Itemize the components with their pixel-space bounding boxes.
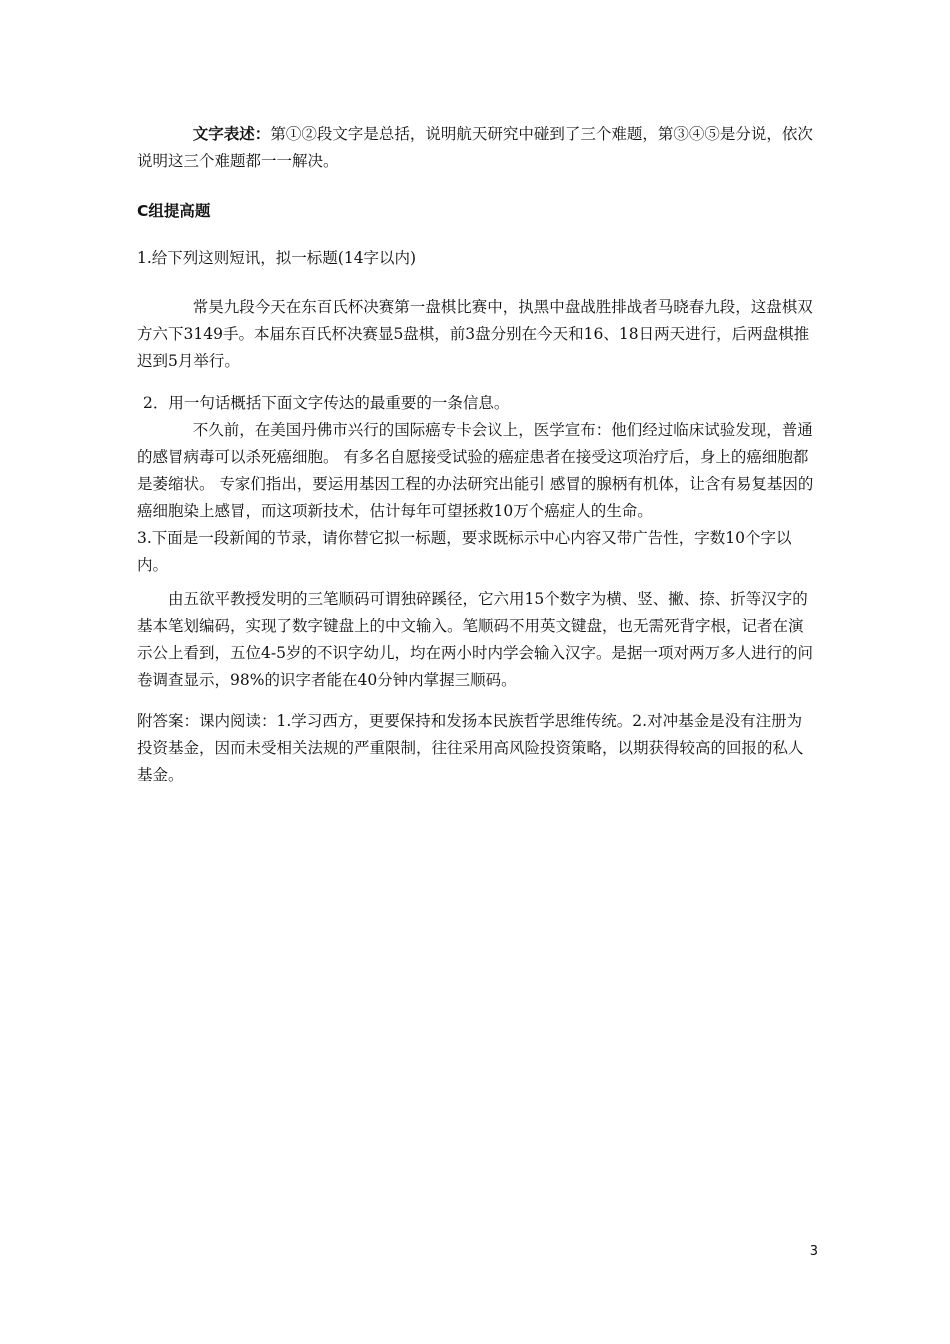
question-2-passage: 不久前，在美国丹佛市兴行的国际癌专卡会议上，医学宣布：他们经过临床试验发现，普通的感冒病毒可以杀死癌细胞。 有多名自愿接受试验的癌症患者在接受这项治疗后，身上的癌细胞都是萎缩状。 专家们指出，要运用基因工程的办法研究出能引 感冒的腺柄有机体，让含有易复基因的癌细胞染上感冒，而这项新技术，估计每年可望拯救10万个癌症人的生命。 [137, 421, 814, 520]
question-2 [137, 390, 817, 579]
question-1 [137, 245, 817, 272]
question-1-prompt: 1.给下列这则短讯，拟一标题(14字以内) [137, 249, 417, 267]
question-1-passage: 常昊九段今天在东百氏杯决赛第一盘棋比赛中，执黑中盘战胜排战者马晓春九段，这盘棋双方六下3149手。本届东百氏杯决赛显5盘棋，前3盘分别在今天和16、18日两天进行，后两盘棋推迟到5月举行。 [137, 298, 813, 370]
answers-block [137, 708, 817, 789]
question-3-passage: 由五欲平教授发明的三笔顺码可谓独碎蹊径，它六用15个数字为横、竖、撇、捺、折等汉字的基本笔划编码，实现了数字键盘上的中文输入。笔顺码不用英文键盘，也无需死背字根，记者在演示公上看到，五位4-5岁的不识字幼儿，均在两小时内学会输入汉字。是据一项对两万多人进行的问卷调查显示，98%的识字者能在40分钟内掌握三顺码。 [137, 590, 813, 689]
question-2-prompt: 2．用一句话概括下面文字传达的最重要的一条信息。 [143, 394, 510, 412]
answers-text: 附答案：课内阅读：1.学习西方，更要保持和发扬本民族哲学思维传统。2.对冲基金是没有注册为投资基金，因而未受相关法规的严重限制，往往采用高风险投资策略，以期获得较高的回报的私人基金。 [137, 712, 804, 784]
summary-label: 文字表述： [192, 125, 271, 143]
page-number: 3 [809, 1244, 818, 1259]
question-3-prompt: 3.下面是一段新闻的节录，请你替它拟一标题，要求既标示中心内容又带广告性，字数10个字以内。 [137, 529, 792, 574]
section-heading-c [137, 198, 817, 225]
question-3-passage-block [137, 586, 817, 694]
summary-text: 第①②段文字是总括，说明航天研究中碰到了三个难题，第③④⑤是分说，依次说明这三个难题都一一解决。 [137, 125, 813, 170]
summary-paragraph [137, 121, 817, 175]
section-summary [137, 121, 817, 175]
question-1-passage-block [137, 294, 817, 375]
heading-c: C组提高题 [137, 202, 211, 220]
